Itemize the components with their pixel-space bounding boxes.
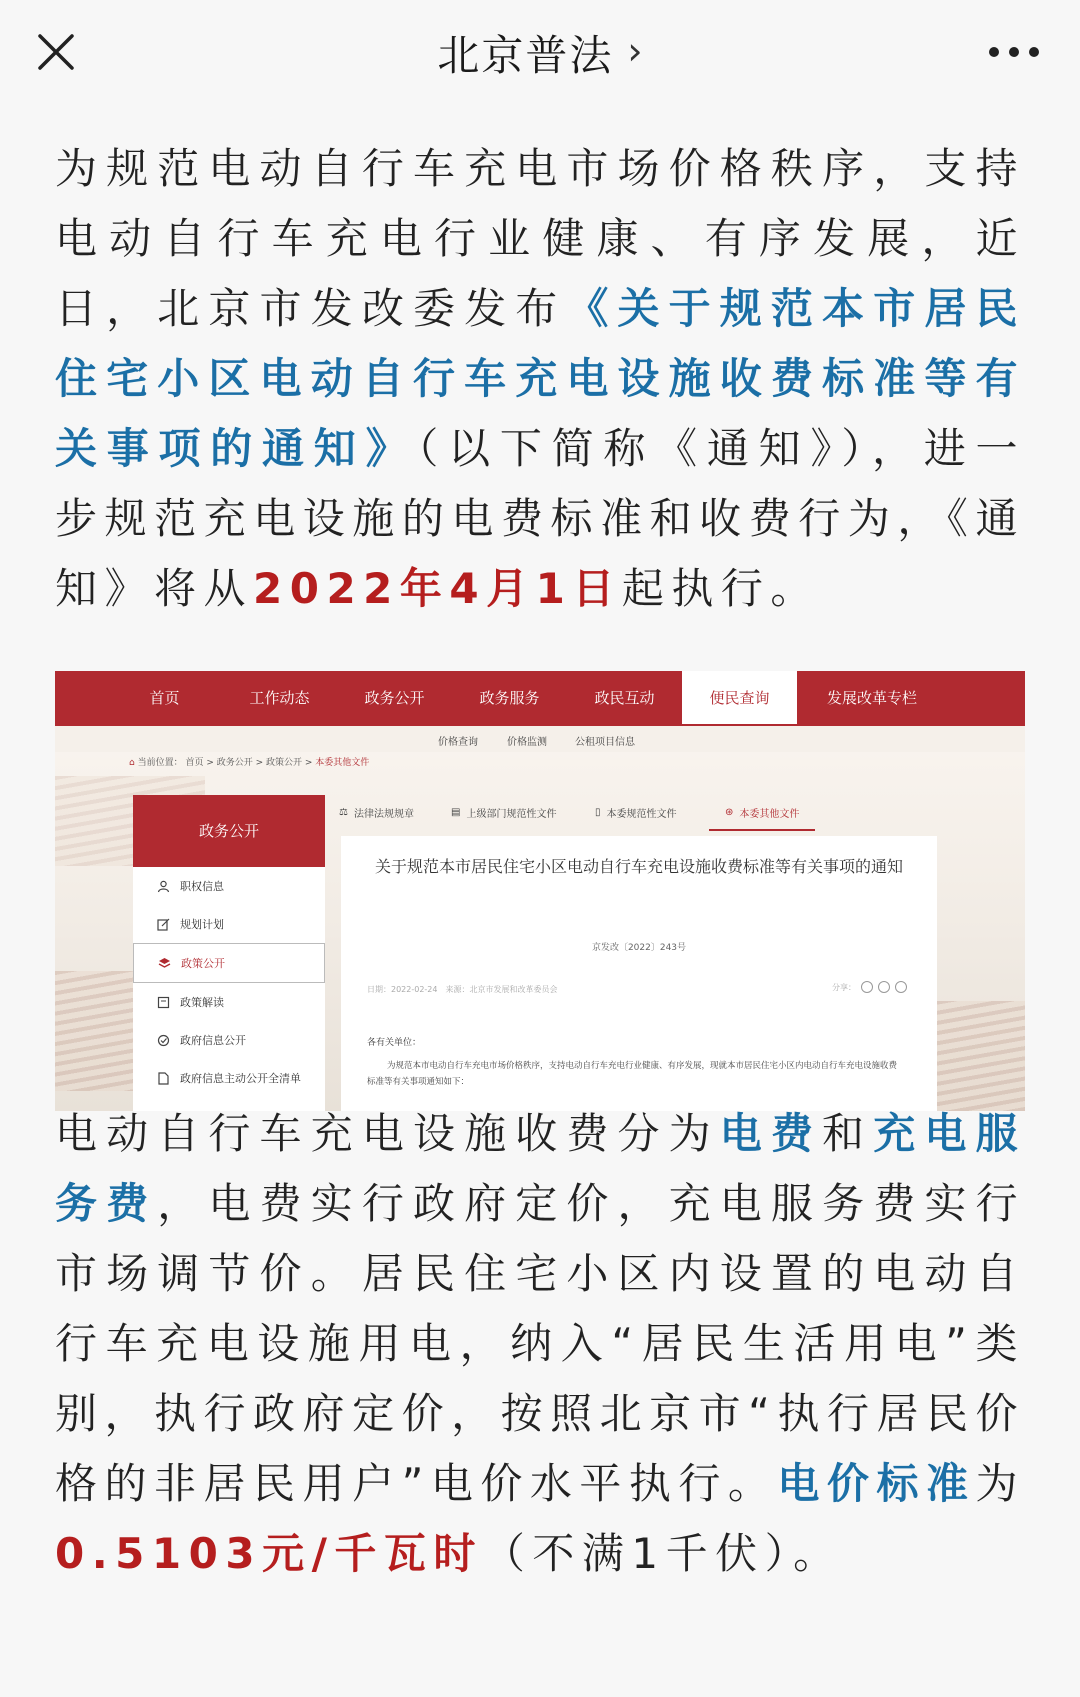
sidebar-item-label: 政府信息主动公开全清单 [180, 1072, 301, 1085]
site-document [341, 836, 937, 1111]
share-label: 分享： [832, 982, 856, 992]
paragraph-1 [55, 134, 1025, 624]
site-subnav-item[interactable]: 价格监测 [507, 737, 547, 748]
price-value: 0.5103元/千瓦时 [55, 1529, 483, 1578]
sidebar-item[interactable] [133, 983, 325, 1021]
edit-icon [157, 918, 170, 931]
doc-number: 京发改〔2022〕243号 [591, 943, 687, 953]
site-nav-item-active[interactable]: 便民查询 [682, 671, 797, 726]
paragraph-1-text-b: （以下简称《通知》），进一步规范充电设施的电费标准和收费行为，《通知》将从 [55, 424, 1025, 613]
site-doc-tabs [327, 795, 967, 831]
sidebar-item-label: 规划计划 [180, 918, 224, 931]
doc-meta: 日期：2022-02-24 来源：北京市发展和改革委员会 [367, 985, 558, 994]
sidebar-item-label: 职权信息 [180, 880, 224, 893]
paragraph-2-text-c: ，电费实行政府定价，充电服务费实行市场调节价。居民住宅小区内设置的电动自行车充电设施用电，纳入“居民生活用电”类别，执行政府定价，按照北京市“执行居民价格的非居民用户”电价水平执行。 [55, 1179, 1025, 1508]
doc-tab[interactable] [451, 795, 556, 829]
term-price-standard: 电价标准 [777, 1459, 976, 1508]
close-button[interactable] [34, 30, 78, 74]
file-icon: ▯ [595, 806, 601, 818]
doc-title: 关于规范本市居民住宅小区电动自行车充电设施收费标准等有关事项的通知 [374, 857, 903, 876]
share-icon[interactable] [895, 981, 907, 993]
breadcrumb-prefix: 当前位置： [137, 758, 183, 768]
doc-greeting: 各有关单位： [367, 1038, 422, 1048]
scale-icon: ⚖ [339, 806, 348, 818]
effective-date: 2022年4月1日 [253, 564, 622, 613]
sidebar-item-label: 政策公开 [181, 957, 225, 970]
paragraph-2-text-a: 电动自行车充电设施收费分为 [55, 1109, 720, 1158]
site-subnav-item[interactable]: 公租项目信息 [575, 737, 635, 748]
document-icon [157, 1072, 170, 1085]
paragraph-1-text-a: 为规范电动自行车充电市场价格秩序，支持电动自行车充电行业健康、有序发展，近日，北京市发改委发布 [55, 144, 1025, 333]
article-body [55, 134, 1025, 624]
site-breadcrumb [129, 755, 369, 768]
paragraph-2 [55, 1099, 1025, 1589]
layers-icon [158, 957, 171, 970]
site-nav-item[interactable]: 政务服务 [479, 689, 540, 707]
doc-tab-label: 本委规范性文件 [606, 808, 677, 820]
stamp-icon: ⊛ [725, 806, 734, 818]
roof-decoration [55, 971, 135, 1091]
breadcrumb-path[interactable]: 首页 > 政务公开 > 政策公开 > [185, 758, 316, 768]
doc-tab-label: 法律法规规章 [353, 808, 414, 820]
term-service-fee: 充电服务费 [55, 1109, 1025, 1228]
sidebar-item-label: 政府信息公开 [180, 1034, 246, 1047]
doc-tab-label: 上级部门规范性文件 [466, 808, 557, 820]
check-circle-icon [157, 1034, 170, 1047]
site-nav-item[interactable]: 首页 [149, 689, 180, 707]
paragraph-2-text-d: 为 [975, 1459, 1025, 1508]
doc-tab-active[interactable] [709, 795, 815, 831]
doc-share [832, 981, 907, 993]
notice-link[interactable]: 《关于规范本市居民住宅小区电动自行车充电设施收费标准等有关事项的通知》 [55, 284, 1025, 473]
site-nav [55, 671, 1025, 726]
sidebar-item[interactable] [133, 1021, 325, 1059]
page-title: 北京普法 [437, 31, 614, 80]
more-icon [984, 34, 1044, 70]
top-bar [0, 0, 1080, 106]
more-button[interactable] [984, 34, 1044, 70]
site-sidebar [133, 795, 325, 1111]
sidebar-item-active[interactable] [133, 943, 325, 983]
sidebar-item[interactable] [133, 1059, 325, 1097]
site-nav-item[interactable]: 发展改革专栏 [826, 689, 917, 707]
paragraph-2-text-b: 和 [822, 1109, 874, 1158]
paragraph-2-text-e: （不满1千伏）。 [482, 1529, 843, 1578]
sidebar-item[interactable] [133, 867, 325, 905]
share-icon[interactable] [878, 981, 890, 993]
account-title-link[interactable] [437, 23, 642, 83]
breadcrumb-current: 本委其他文件 [315, 758, 370, 768]
close-icon [34, 30, 78, 74]
share-icon[interactable] [861, 981, 873, 993]
paragraph-1-text-c: 起执行。 [621, 564, 820, 613]
person-icon [157, 880, 170, 893]
sidebar-title: 政务公开 [133, 795, 325, 867]
sidebar-item-label: 政策解读 [180, 996, 224, 1009]
chevron-right-icon: › [627, 29, 643, 73]
site-nav-item[interactable]: 政务公开 [364, 689, 425, 707]
site-subnav [55, 726, 1025, 752]
doc-body: 为规范本市电动自行车充电市场价格秩序，支持电动自行车充电行业健康、有序发展，现就本市居民住宅小区内电动自行车充电设施收费标准等有关事项通知如下： [367, 1061, 898, 1087]
book-icon [157, 996, 170, 1009]
site-nav-item[interactable]: 政民互动 [594, 689, 655, 707]
article-body-2 [55, 1099, 1025, 1589]
site-subnav-item[interactable]: 价格查询 [438, 737, 478, 748]
home-icon: ⌂ [129, 758, 135, 768]
doc-tab[interactable] [595, 795, 677, 829]
term-electricity-fee: 电费 [719, 1109, 823, 1158]
site-nav-item[interactable]: 工作动态 [249, 689, 310, 707]
doc-tab-label: 本委其他文件 [739, 808, 800, 820]
sidebar-item[interactable] [133, 905, 325, 943]
embedded-screenshot [55, 671, 1025, 1111]
folder-icon: ▤ [451, 806, 461, 818]
roof-decoration [935, 1001, 1025, 1111]
doc-tab[interactable] [339, 795, 414, 829]
